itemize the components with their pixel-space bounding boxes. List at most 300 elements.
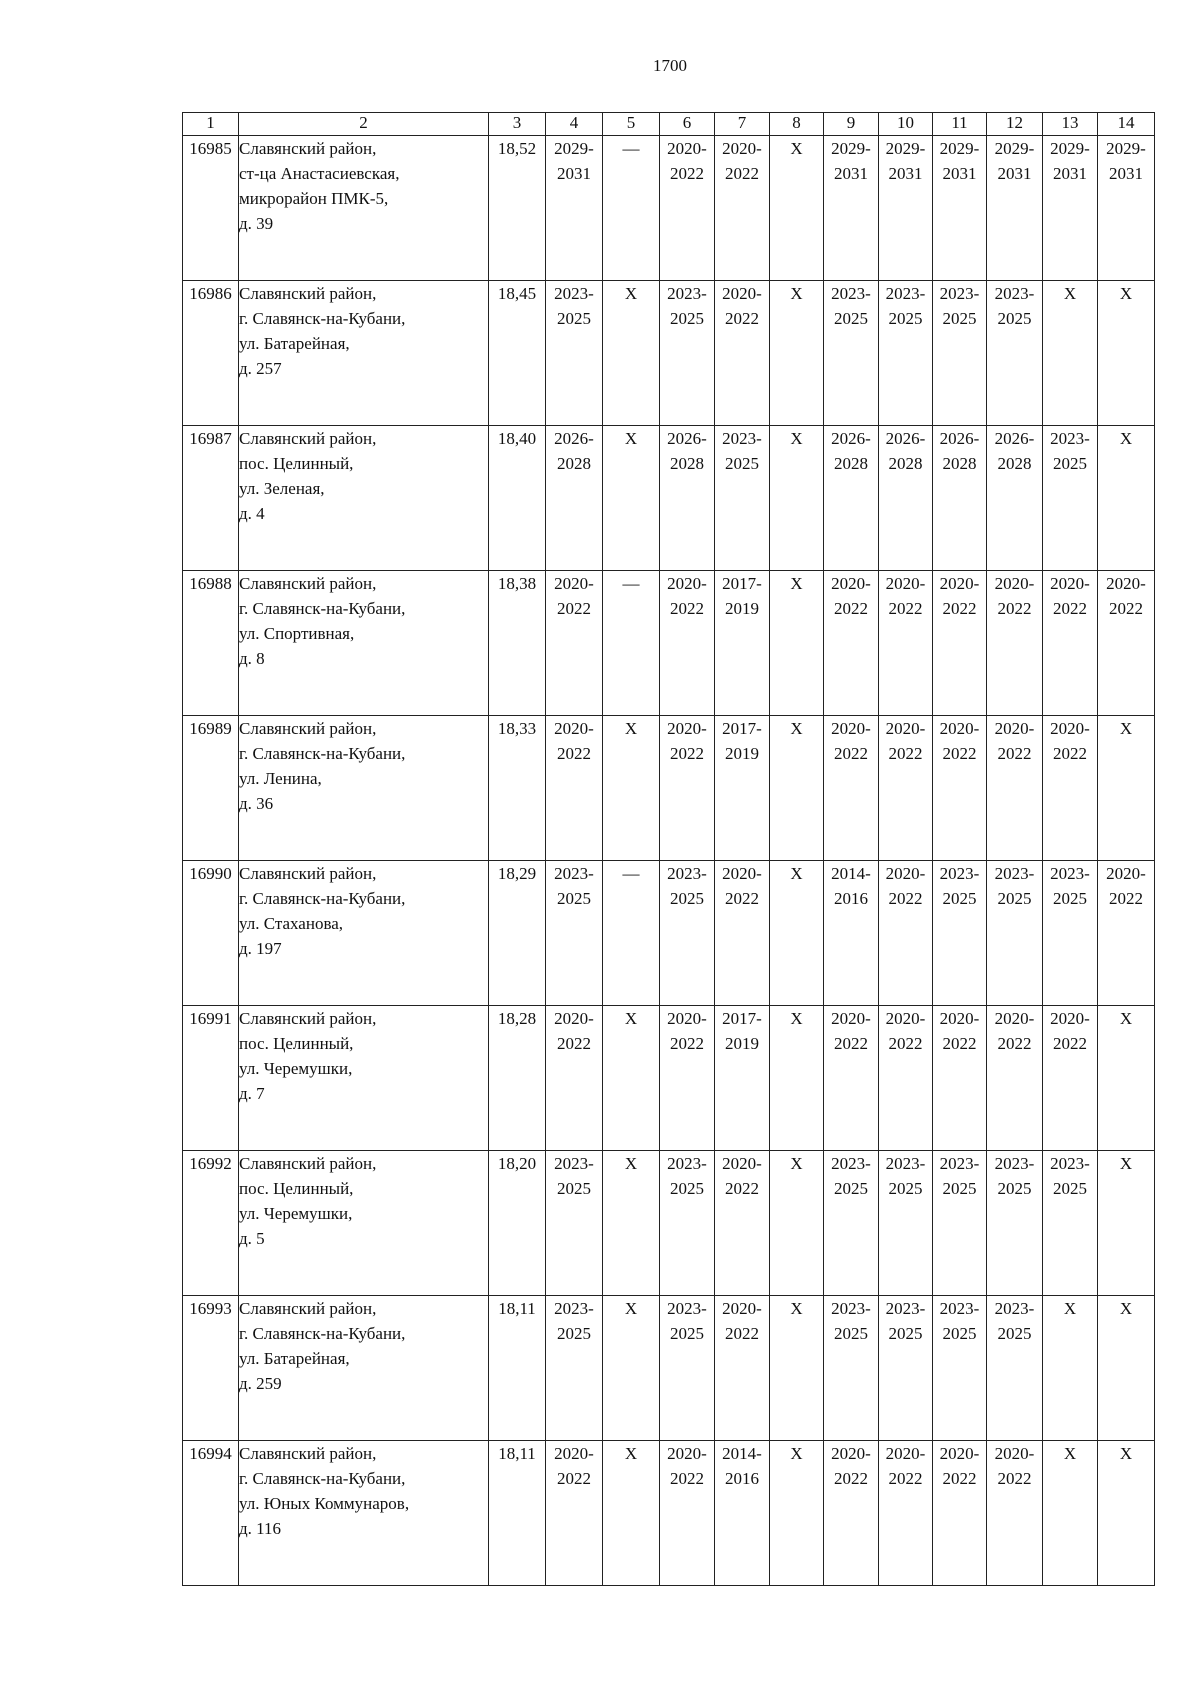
address-line: Славянский район, (239, 429, 377, 448)
period-part: 2020- (722, 1154, 762, 1173)
period-part: 2020- (939, 1009, 980, 1028)
period-cell (933, 1296, 987, 1441)
period-cell (824, 861, 879, 1006)
value-cell: 18,33 (489, 716, 546, 861)
mark-cell: X (1098, 716, 1155, 861)
address-line: д. 257 (239, 359, 282, 378)
period-part: 2022 (670, 1469, 704, 1488)
period-part: 2020- (667, 719, 707, 738)
period-cell (660, 1006, 715, 1151)
address-line: Славянский район, (239, 139, 377, 158)
period-cell (987, 1441, 1043, 1586)
period-cell (546, 1441, 603, 1586)
address-cell (239, 1151, 489, 1296)
period-part: 2022 (670, 164, 704, 183)
period-part: 2022 (1053, 599, 1087, 618)
period-cell (933, 281, 987, 426)
period-cell (1098, 571, 1155, 716)
period-cell (824, 1006, 879, 1151)
table-row (183, 1151, 1155, 1296)
period-cell (824, 1441, 879, 1586)
period-part: 2025 (557, 889, 591, 908)
value-cell: 18,52 (489, 136, 546, 281)
period-part: 2020- (722, 139, 762, 158)
period-part: 2025 (670, 889, 704, 908)
mark-cell: X (1043, 1441, 1098, 1586)
value-cell: 18,11 (489, 1441, 546, 1586)
address-line: пос. Целинный, (239, 1179, 354, 1198)
period-cell (879, 1441, 933, 1586)
period-cell (1098, 136, 1155, 281)
address-line: ул. Батарейная, (239, 1349, 350, 1368)
table-row (183, 1441, 1155, 1586)
mark-cell: X (603, 1151, 660, 1296)
address-cell (239, 716, 489, 861)
period-part: 2023- (885, 1299, 926, 1318)
record-number: 16988 (183, 571, 239, 716)
period-part: 2031 (834, 164, 868, 183)
period-part: 2025 (942, 1179, 977, 1198)
period-part: 2023- (722, 429, 762, 448)
period-part: 2020- (554, 1009, 594, 1028)
period-cell (1043, 1006, 1098, 1151)
table-row (183, 861, 1155, 1006)
period-cell (1043, 571, 1098, 716)
period-part: 2031 (1109, 164, 1143, 183)
period-part: 2025 (557, 1324, 591, 1343)
period-part: 2025 (670, 1324, 704, 1343)
period-part: 2023- (939, 864, 980, 883)
period-part: 2025 (1053, 1179, 1087, 1198)
address-line: ст-ца Анастасиевская, (239, 164, 400, 183)
period-cell (660, 281, 715, 426)
period-cell (546, 136, 603, 281)
period-cell (987, 1006, 1043, 1151)
period-cell (879, 136, 933, 281)
period-part: 2022 (1109, 889, 1143, 908)
period-part: 2023- (831, 1299, 871, 1318)
period-cell (879, 571, 933, 716)
period-cell (660, 426, 715, 571)
mark-cell: X (770, 426, 824, 571)
period-part: 2020- (885, 574, 926, 593)
record-number: 16987 (183, 426, 239, 571)
register-table (182, 112, 1155, 1586)
period-part: 2022 (888, 744, 923, 763)
period-cell (715, 571, 770, 716)
period-part: 2025 (997, 309, 1032, 328)
period-part: 2025 (557, 1179, 591, 1198)
table-row (183, 1006, 1155, 1151)
period-cell (987, 571, 1043, 716)
period-part: 2020- (722, 1299, 762, 1318)
period-part: 2020- (994, 574, 1035, 593)
address-cell (239, 861, 489, 1006)
period-part: 2022 (557, 599, 591, 618)
period-cell (987, 281, 1043, 426)
period-part: 2017- (722, 1009, 762, 1028)
period-cell (824, 1151, 879, 1296)
period-part: 2022 (725, 1179, 759, 1198)
address-line: г. Славянск-на-Кубани, (239, 889, 406, 908)
address-line: ул. Спортивная, (239, 624, 355, 643)
table-body (183, 136, 1155, 1586)
address-cell (239, 1441, 489, 1586)
period-part: 2020- (885, 719, 926, 738)
period-part: 2023- (667, 1154, 707, 1173)
mark-cell: X (603, 426, 660, 571)
mark-cell: — (603, 571, 660, 716)
period-cell (1043, 861, 1098, 1006)
record-number: 16986 (183, 281, 239, 426)
period-cell (933, 1441, 987, 1586)
period-cell (546, 426, 603, 571)
record-number: 16994 (183, 1441, 239, 1586)
period-part: 2025 (834, 1179, 868, 1198)
period-cell (933, 571, 987, 716)
mark-cell: X (1098, 426, 1155, 571)
period-part: 2025 (888, 1179, 923, 1198)
period-part: 2022 (942, 1034, 977, 1053)
column-header-1: 1 (183, 113, 239, 136)
period-part: 2022 (942, 744, 977, 763)
column-header-6: 6 (660, 113, 715, 136)
period-part: 2023- (994, 1154, 1035, 1173)
period-part: 2025 (942, 889, 977, 908)
period-part: 2025 (888, 1324, 923, 1343)
period-part: 2025 (834, 309, 868, 328)
period-part: 2020- (831, 1009, 871, 1028)
address-line: ул. Зеленая, (239, 479, 325, 498)
period-part: 2025 (997, 1324, 1032, 1343)
period-part: 2025 (997, 889, 1032, 908)
address-line: д. 39 (239, 214, 274, 233)
period-part: 2025 (942, 309, 977, 328)
period-part: 2029- (1050, 139, 1090, 158)
table-row (183, 281, 1155, 426)
mark-cell: — (603, 861, 660, 1006)
period-cell (987, 861, 1043, 1006)
period-cell (879, 716, 933, 861)
period-cell (1098, 861, 1155, 1006)
period-part: 2022 (725, 889, 759, 908)
period-part: 2022 (888, 599, 923, 618)
page-number: 1700 (653, 56, 687, 75)
table-header (183, 113, 1155, 136)
table-row (183, 136, 1155, 281)
address-line: Славянский район, (239, 1154, 377, 1173)
period-part: 2014- (722, 1444, 762, 1463)
address-line: Славянский район, (239, 1299, 377, 1318)
period-cell (1043, 136, 1098, 281)
mark-cell: X (770, 716, 824, 861)
period-part: 2020- (1050, 574, 1090, 593)
period-part: 2029- (939, 139, 980, 158)
mark-cell: X (603, 716, 660, 861)
mark-cell: X (603, 1441, 660, 1586)
period-part: 2022 (888, 1034, 923, 1053)
period-part: 2020- (994, 1444, 1035, 1463)
period-part: 2022 (557, 1469, 591, 1488)
table-row (183, 571, 1155, 716)
period-part: 2026- (831, 429, 871, 448)
period-part: 2026- (667, 429, 707, 448)
address-line: ул. Черемушки, (239, 1059, 353, 1078)
period-part: 2023- (885, 1154, 926, 1173)
period-cell (546, 1151, 603, 1296)
address-line: ул. Батарейная, (239, 334, 350, 353)
period-part: 2023- (885, 284, 926, 303)
address-line: Славянский район, (239, 574, 377, 593)
period-part: 2023- (994, 284, 1035, 303)
period-cell (933, 426, 987, 571)
period-part: 2020- (554, 574, 594, 593)
address-line: г. Славянск-на-Кубани, (239, 599, 406, 618)
period-part: 2019 (725, 1034, 759, 1053)
mark-cell: X (1098, 1296, 1155, 1441)
period-cell (715, 1006, 770, 1151)
period-part: 2023- (939, 1154, 980, 1173)
period-part: 2031 (1053, 164, 1087, 183)
mark-cell: X (1098, 281, 1155, 426)
period-cell (879, 1296, 933, 1441)
address-line: д. 36 (239, 794, 274, 813)
record-number: 16993 (183, 1296, 239, 1441)
period-part: 2022 (997, 1034, 1032, 1053)
address-line: Славянский район, (239, 1444, 377, 1463)
column-header-13: 13 (1043, 113, 1098, 136)
period-part: 2022 (1053, 744, 1087, 763)
mark-cell: — (603, 136, 660, 281)
address-line: Славянский район, (239, 864, 377, 883)
record-number: 16992 (183, 1151, 239, 1296)
period-part: 2029- (1106, 139, 1146, 158)
period-part: 2023- (1050, 864, 1090, 883)
period-part: 2031 (942, 164, 977, 183)
period-cell (660, 571, 715, 716)
address-cell (239, 1296, 489, 1441)
period-part: 2029- (994, 139, 1035, 158)
period-cell (824, 1296, 879, 1441)
address-line: микрорайон ПМК-5, (239, 189, 389, 208)
period-part: 2020- (994, 719, 1035, 738)
period-part: 2022 (834, 599, 868, 618)
period-part: 2028 (557, 454, 591, 473)
period-cell (715, 136, 770, 281)
mark-cell: X (1043, 1296, 1098, 1441)
column-header-8: 8 (770, 113, 824, 136)
period-part: 2020- (554, 719, 594, 738)
period-cell (546, 1296, 603, 1441)
column-header-7: 7 (715, 113, 770, 136)
period-part: 2026- (554, 429, 594, 448)
period-part: 2025 (997, 1179, 1032, 1198)
table-row (183, 716, 1155, 861)
period-part: 2022 (997, 599, 1032, 618)
period-part: 2020- (667, 1009, 707, 1028)
address-line: д. 8 (239, 649, 265, 668)
period-part: 2023- (667, 284, 707, 303)
address-line: г. Славянск-на-Кубани, (239, 1324, 406, 1343)
period-cell (879, 426, 933, 571)
address-line: ул. Стаханова, (239, 914, 344, 933)
column-header-5: 5 (603, 113, 660, 136)
period-part: 2020- (885, 1009, 926, 1028)
value-cell: 18,38 (489, 571, 546, 716)
period-part: 2022 (888, 1469, 923, 1488)
period-part: 2022 (888, 889, 923, 908)
period-part: 2022 (997, 1469, 1032, 1488)
period-cell (715, 281, 770, 426)
period-part: 2023- (554, 1154, 594, 1173)
period-cell (715, 1151, 770, 1296)
table-row (183, 1296, 1155, 1441)
period-cell (715, 426, 770, 571)
column-header-9: 9 (824, 113, 879, 136)
period-part: 2023- (939, 284, 980, 303)
period-cell (824, 281, 879, 426)
period-part: 2026- (994, 429, 1035, 448)
period-cell (546, 716, 603, 861)
period-part: 2025 (888, 309, 923, 328)
period-cell (933, 1151, 987, 1296)
mark-cell: X (770, 571, 824, 716)
period-part: 2022 (834, 744, 868, 763)
period-part: 2022 (725, 309, 759, 328)
period-cell (987, 136, 1043, 281)
period-part: 2020- (1050, 1009, 1090, 1028)
record-number: 16991 (183, 1006, 239, 1151)
period-part: 2022 (670, 744, 704, 763)
period-part: 2017- (722, 719, 762, 738)
address-line: пос. Целинный, (239, 1034, 354, 1053)
period-part: 2020- (831, 719, 871, 738)
period-part: 2020- (939, 574, 980, 593)
period-part: 2023- (1050, 429, 1090, 448)
period-cell (546, 281, 603, 426)
period-part: 2026- (885, 429, 926, 448)
period-part: 2020- (667, 574, 707, 593)
address-line: д. 259 (239, 1374, 282, 1393)
period-cell (660, 1296, 715, 1441)
address-line: пос. Целинный, (239, 454, 354, 473)
period-part: 2025 (942, 1324, 977, 1343)
value-cell: 18,20 (489, 1151, 546, 1296)
mark-cell: X (770, 136, 824, 281)
period-cell (715, 716, 770, 861)
address-line: Славянский район, (239, 719, 377, 738)
period-cell (715, 1296, 770, 1441)
period-cell (987, 1151, 1043, 1296)
period-part: 2020- (831, 574, 871, 593)
period-cell (987, 716, 1043, 861)
period-part: 2031 (557, 164, 591, 183)
period-part: 2022 (942, 599, 977, 618)
period-part: 2025 (834, 1324, 868, 1343)
period-part: 2028 (834, 454, 868, 473)
period-part: 2031 (888, 164, 923, 183)
address-cell (239, 281, 489, 426)
address-line: г. Славянск-на-Кубани, (239, 744, 406, 763)
period-part: 2028 (997, 454, 1032, 473)
period-cell (879, 1006, 933, 1151)
mark-cell: X (1098, 1006, 1155, 1151)
column-header-12: 12 (987, 113, 1043, 136)
address-line: ул. Юных Коммунаров, (239, 1494, 410, 1513)
column-header-2: 2 (239, 113, 489, 136)
period-part: 2020- (831, 1444, 871, 1463)
address-cell (239, 136, 489, 281)
mark-cell: X (770, 861, 824, 1006)
period-part: 2016 (725, 1469, 759, 1488)
address-line: д. 5 (239, 1229, 265, 1248)
mark-cell: X (603, 1296, 660, 1441)
period-part: 2023- (994, 864, 1035, 883)
mark-cell: X (770, 1296, 824, 1441)
period-cell (1043, 1151, 1098, 1296)
period-part: 2022 (557, 744, 591, 763)
period-part: 2020- (722, 284, 762, 303)
period-part: 2019 (725, 744, 759, 763)
period-part: 2020- (667, 1444, 707, 1463)
period-cell (660, 1441, 715, 1586)
address-line: д. 116 (239, 1519, 282, 1538)
period-cell (879, 861, 933, 1006)
address-line: д. 7 (239, 1084, 265, 1103)
period-part: 2023- (831, 1154, 871, 1173)
period-part: 2020- (667, 139, 707, 158)
value-cell: 18,45 (489, 281, 546, 426)
column-header-11: 11 (933, 113, 987, 136)
address-line: ул. Ленина, (239, 769, 322, 788)
period-part: 2020- (939, 1444, 980, 1463)
period-cell (824, 716, 879, 861)
period-part: 2022 (834, 1469, 868, 1488)
period-part: 2022 (670, 599, 704, 618)
address-cell (239, 426, 489, 571)
mark-cell: X (603, 281, 660, 426)
period-part: 2020- (722, 864, 762, 883)
mark-cell: X (770, 1006, 824, 1151)
period-part: 2028 (888, 454, 923, 473)
period-cell (546, 1006, 603, 1151)
period-part: 2014- (831, 864, 871, 883)
period-part: 2023- (831, 284, 871, 303)
address-line: д. 197 (239, 939, 282, 958)
address-line: ул. Черемушки, (239, 1204, 353, 1223)
period-part: 2020- (939, 719, 980, 738)
period-part: 2022 (725, 1324, 759, 1343)
address-line: д. 4 (239, 504, 265, 523)
period-part: 2022 (942, 1469, 977, 1488)
table-row (183, 426, 1155, 571)
period-part: 2023- (554, 864, 594, 883)
period-part: 2025 (725, 454, 759, 473)
record-number: 16990 (183, 861, 239, 1006)
period-cell (933, 716, 987, 861)
period-part: 2023- (554, 1299, 594, 1318)
mark-cell: X (770, 281, 824, 426)
period-part: 2025 (1053, 454, 1087, 473)
period-part: 2023- (994, 1299, 1035, 1318)
address-cell (239, 1006, 489, 1151)
period-cell (660, 136, 715, 281)
address-line: Славянский район, (239, 1009, 377, 1028)
period-part: 2023- (667, 864, 707, 883)
period-part: 2020- (885, 864, 926, 883)
period-cell (987, 1296, 1043, 1441)
mark-cell: X (1098, 1441, 1155, 1586)
